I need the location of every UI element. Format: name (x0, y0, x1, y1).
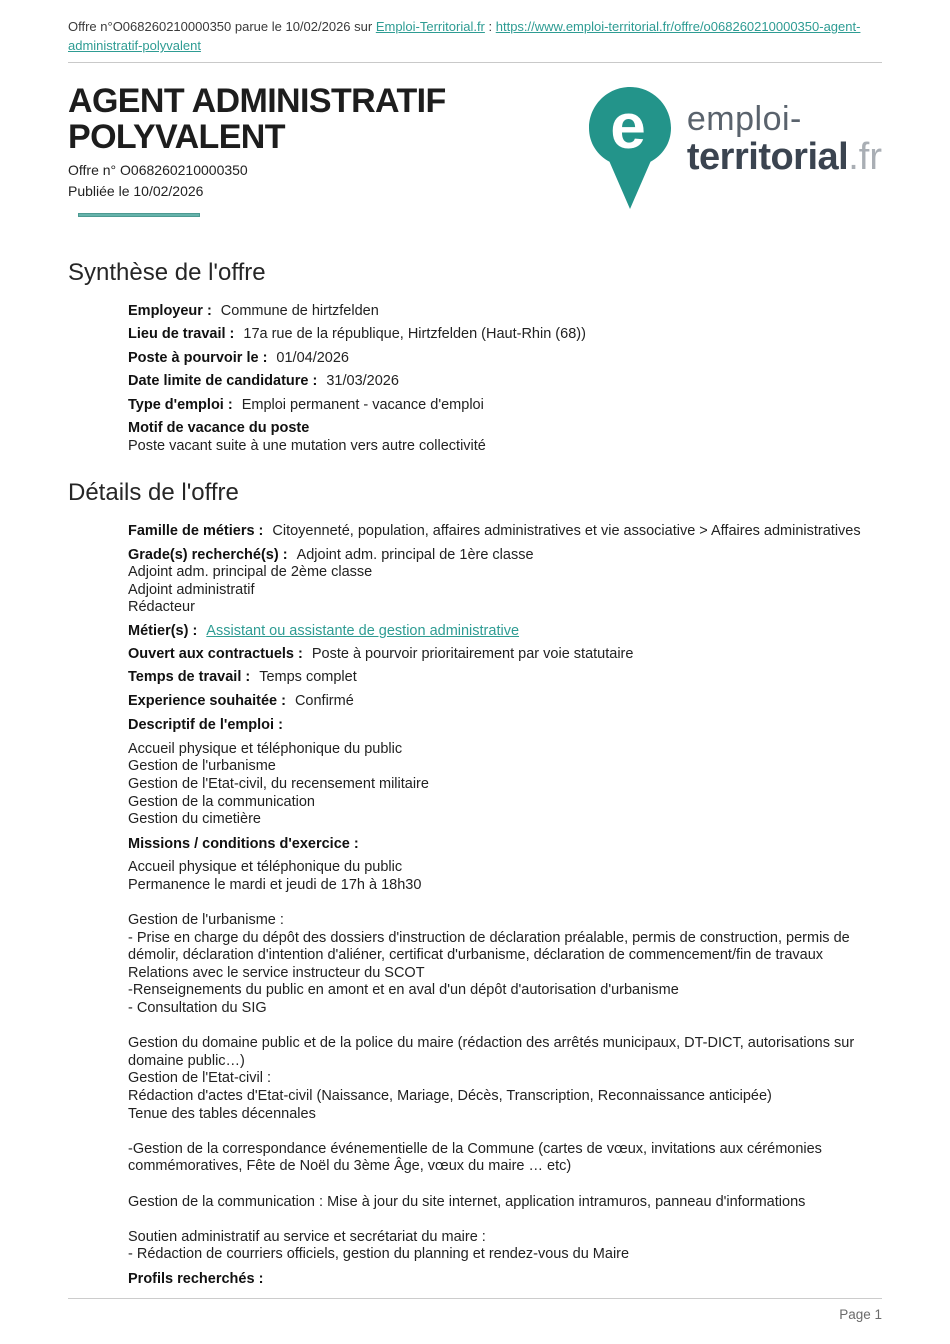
subheading-profils (128, 1271, 882, 1289)
offer-url-link[interactable]: https://www.emploi-territorial.fr/offre/o068260210000350-agent-administratif-polyvalent (68, 19, 861, 53)
paragraph-line: Gestion de l'Etat-civil, du recensement militaire (128, 776, 429, 793)
page-title: AGENT ADMINISTRATIF POLYVALENT (68, 82, 446, 156)
field-poste-a-pourvoir (128, 350, 882, 368)
subheading-missions (128, 836, 882, 854)
header-divider (68, 62, 882, 63)
section-heading-details: Détails de l'offre (68, 479, 239, 507)
paragraph-line: Rédaction d'actes d'Etat-civil (Naissance, Mariage, Décès, Transcription, Reconnaissance anticipée) (128, 1087, 772, 1104)
paragraph-line: Soutien administratif au service et secrétariat du maire : (128, 1228, 486, 1245)
page-number: Page 1 (839, 1307, 882, 1322)
metier-link[interactable]: Assistant ou assistante de gestion administrative (206, 622, 520, 639)
footer-divider (68, 1298, 882, 1299)
paragraph-line: Tenue des tables décennales (128, 1105, 316, 1122)
field-experience-value: Confirmé (294, 692, 354, 709)
field-motif-vacance (128, 420, 882, 438)
field-grades (128, 547, 882, 565)
field-famille-metiers (128, 523, 882, 541)
field-poste-label: Poste à pourvoir le : (128, 349, 268, 366)
subheading-missions-label: Missions / conditions d'exercice : (128, 835, 359, 852)
field-contractuels-value: Poste à pourvoir prioritairement par voie statutaire (311, 646, 634, 663)
field-date-value: 31/03/2026 (326, 373, 399, 390)
paragraph-line: Accueil physique et téléphonique du public (128, 740, 403, 757)
field-lieu-de-travail (128, 326, 882, 344)
field-grades-value: Adjoint adm. principal de 1ère classe (296, 546, 534, 563)
field-temps-label: Temps de travail : (128, 669, 251, 686)
field-employeur-value: Commune de hirtzfelden (220, 303, 379, 319)
subheading-profils-label: Profils recherchés : (128, 1270, 264, 1287)
top-note (68, 17, 882, 55)
field-employeur-label: Employeur : (128, 303, 212, 319)
paragraph-line: Gestion de la communication (128, 793, 315, 810)
logo-text-territorial-fr (687, 137, 882, 177)
teal-accent-bar (78, 213, 200, 217)
paragraph-line: Relations avec le service instructeur du SCOT (128, 964, 425, 981)
offer-number: Offre n° O068260210000350 (68, 162, 248, 178)
field-temps-travail (128, 669, 882, 687)
paragraph-line (128, 894, 882, 912)
details-fields (128, 523, 882, 1288)
field-employeur (128, 303, 882, 321)
paragraph-line: Permanence le mardi et jeudi de 17h à 18h30 (128, 876, 422, 893)
paragraph-line: Gestion du domaine public et de la police du maire (rédaction des arrêtés municipaux, DT-DICT, autorisations sur domaine public…) (128, 1035, 855, 1069)
descriptif-paragraph (128, 741, 882, 829)
field-date-limite (128, 373, 882, 391)
field-famille-value: Citoyenneté, population, affaires administratives et vie associative > Affaires administratives (272, 523, 861, 540)
missions-paragraph (128, 859, 882, 1264)
logo-text-territorial: territorial (686, 136, 849, 178)
field-metiers-value (197, 623, 519, 639)
field-metiers-label: Métier(s) : (128, 622, 198, 639)
field-famille-label: Famille de métiers : (128, 523, 264, 540)
field-motif-text: Poste vacant suite à une mutation vers autre collectivité (128, 437, 486, 454)
grade-line: Adjoint administratif (128, 581, 255, 598)
field-date-label: Date limite de candidature : (128, 373, 318, 390)
paragraph-line: Gestion de l'Etat-civil : (128, 1070, 271, 1087)
page-footer (68, 1298, 882, 1322)
field-experience (128, 693, 882, 711)
section-heading-synthese: Synthèse de l'offre (68, 259, 266, 286)
field-type-label: Type d'emploi : (128, 396, 233, 413)
emploi-territorial-logo (589, 87, 882, 214)
field-temps-value: Temps complet (259, 669, 357, 686)
paragraph-line (128, 1123, 882, 1141)
svg-text:e: e (610, 90, 646, 162)
logo-text-fr: .fr (848, 136, 882, 178)
paragraph-line: - Prise en charge du dépôt des dossiers d'instruction de déclaration préalable, permis de construction, permis de démolir, déclaration d'intention d'aliéner, certificat d'urbanisme, déclaration de commencement/fin de travaux (128, 929, 850, 964)
subheading-descriptif-label: Descriptif de l'emploi : (128, 717, 283, 734)
paragraph-line (128, 1211, 882, 1229)
logo-wordmark (687, 87, 882, 177)
field-type-emploi (128, 397, 882, 415)
field-poste-value: 01/04/2026 (276, 349, 349, 366)
title-block (68, 83, 568, 217)
field-metiers (128, 623, 882, 641)
paragraph-line (128, 1176, 882, 1194)
field-type-value: Emploi permanent - vacance d'emploi (241, 396, 484, 413)
field-lieu-label: Lieu de travail : (128, 326, 235, 343)
top-note-separator: : (484, 19, 496, 34)
site-link[interactable]: Emploi-Territorial.fr (375, 19, 485, 34)
field-lieu-value: 17a rue de la république, Hirtzfelden (Haut-Rhin (68)) (243, 326, 586, 343)
grade-line: Adjoint adm. principal de 2ème classe (128, 564, 373, 581)
paragraph-line: - Consultation du SIG (128, 999, 267, 1016)
field-contractuels (128, 646, 882, 664)
grade-line: Rédacteur (128, 599, 195, 616)
paragraph-line: Gestion de la communication : Mise à jour du site internet, application intramuros, panneau d'informations (128, 1193, 806, 1210)
synthese-fields (128, 303, 882, 455)
paragraph-line: -Gestion de la correspondance événementielle de la Commune (cartes de vœux, invitations aux cérémonies commémoratives, Fête de Noël du 3ème Âge, vœux du maire … etc) (128, 1140, 822, 1175)
logo-text-emploi: emploi- (686, 100, 802, 138)
paragraph-line: Gestion de l'urbanisme (128, 758, 276, 775)
map-pin-icon (589, 87, 671, 214)
paragraph-line: Gestion de l'urbanisme : (128, 912, 284, 928)
paragraph-line: -Renseignements du public en amont et en aval d'un dépôt d'autorisation d'urbanisme (128, 982, 679, 999)
paragraph-line: - Rédaction de courriers officiels, gestion du planning et rendez-vous du Maire (128, 1246, 630, 1263)
field-experience-label: Experience souhaitée : (128, 692, 286, 709)
paragraph-line: Accueil physique et téléphonique du public (128, 859, 403, 876)
field-contractuels-label: Ouvert aux contractuels : (128, 646, 303, 663)
header-row (68, 83, 882, 233)
field-motif-label: Motif de vacance du poste (128, 419, 310, 436)
top-note-prefix: Offre n°O068260210000350 parue le 10/02/2026 sur (68, 19, 376, 34)
published-date: Publiée le 10/02/2026 (68, 183, 204, 199)
paragraph-line: Gestion du cimetière (128, 811, 261, 828)
subheading-descriptif (128, 717, 882, 735)
paragraph-line (128, 1018, 882, 1036)
field-grades-label: Grade(s) recherché(s) : (128, 546, 288, 563)
